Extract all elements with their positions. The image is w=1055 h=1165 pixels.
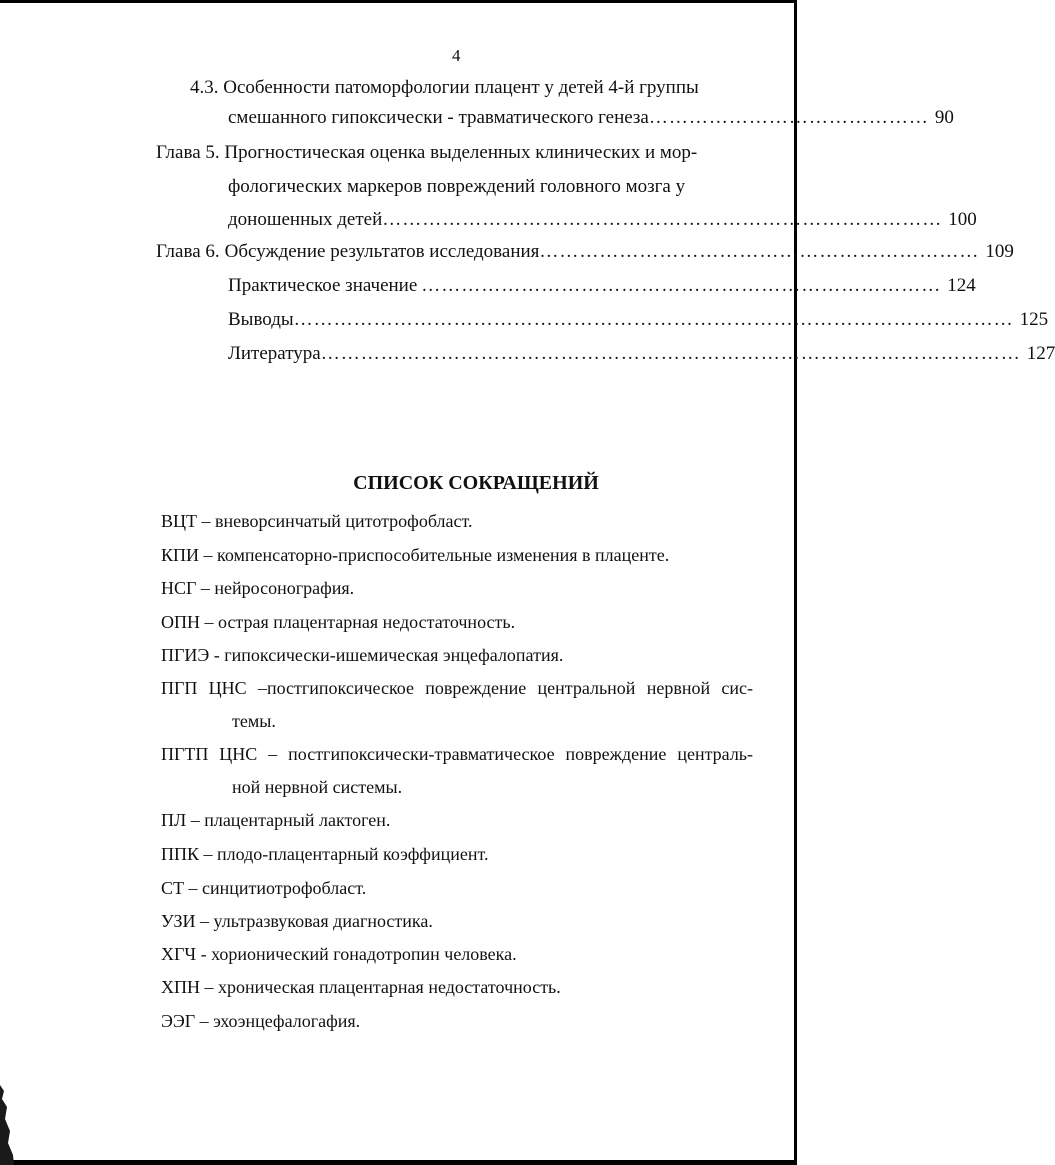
abbreviation-item: СТ – синцитиотрофобласт. [161,878,367,898]
scan-right-border [794,0,797,1165]
toc-page-number: 90 [934,107,954,128]
toc-leader-dots: …………………………………………………………………………………………… [320,343,1021,364]
toc-page-number: 125 [1019,309,1049,330]
abbreviation-item: ПГТП ЦНС – постгипоксически-травматическое повреждение централь- [161,744,753,764]
abbreviation-item: ПЛ – плацентарный лактоген. [161,810,391,830]
scan-edge-artifact [0,1085,14,1165]
page-number: 4 [452,46,461,65]
toc-conclusions [228,308,1049,332]
toc-leader-dots: ……………………………………………………………………………………………… [293,309,1014,330]
toc-chapter-5-line3 [228,208,977,232]
toc-item-text: Выводы [228,309,294,330]
toc-chapter-5-line1 [156,141,697,165]
toc-leader-dots: ………………………………………………………………………… [382,209,943,230]
toc-item-text: Литература [228,343,321,364]
scan-top-border [0,0,797,3]
abbreviation-item: ОПН – острая плацентарная недостаточность. [161,612,516,632]
abbreviations-title: СПИСОК СОКРАЩЕНИЙ [353,472,599,494]
toc-page-number: 100 [948,209,977,230]
abbreviation-item: ПГП ЦНС –постгипоксическое повреждение центральной нервной сис- [161,678,753,698]
toc-item-text: фологических маркеров повреждений головного мозга у [228,176,686,197]
toc-item-text: Прогностическая оценка выделенных клинических и мор- [224,142,698,163]
toc-leader-dots: ………………………………………………………… [539,241,980,262]
abbreviation-item: НСГ – нейросонография. [161,578,355,598]
toc-leader-dots: …………………………………… [648,107,929,128]
scan-bottom-border [0,1160,797,1165]
toc-chapter-5-line2 [228,175,685,199]
toc-page-number: 109 [985,241,1014,262]
abbreviation-item: ВЦТ – вневорсинчатый цитотрофобласт. [161,511,473,531]
abbreviation-item-continuation: ной нервной системы. [232,777,403,797]
toc-item-text: смешанного гипоксически - травматического генеза [228,107,649,128]
toc-item-4-3-line2 [228,106,954,130]
toc-chapter-6 [156,240,1014,264]
toc-item-text: доношенных детей [228,209,383,230]
abbreviation-item: УЗИ – ультразвуковая диагностика. [161,911,433,931]
toc-item-text: Практическое значение [228,275,418,296]
toc-item-label: 4.3. [190,77,219,98]
toc-item-text: Обсуждение результатов исследования [224,241,540,262]
abbreviation-item: ППК – плодо-плацентарный коэффициент. [161,844,489,864]
toc-literature [228,342,1055,366]
abbreviation-item: КПИ – компенсаторно-приспособительные изменения в плаценте. [161,545,670,565]
toc-leader-dots: …………………………………………………………………… [421,275,942,296]
toc-page-number: 127 [1026,343,1055,364]
toc-item-label: Глава 6. [156,241,220,262]
abbreviation-item: ЭЭГ – эхоэнцефалогафия. [161,1011,361,1031]
toc-item-4-3-line1 [190,76,699,100]
toc-item-text: Особенности патоморфологии плацент у детей 4-й группы [223,77,699,98]
abbreviation-item-continuation: темы. [232,711,276,731]
abbreviation-item: ПГИЭ - гипоксически-ишемическая энцефалопатия. [161,645,564,665]
abbreviation-item: ХПН – хроническая плацентарная недостаточность. [161,977,561,997]
abbreviation-item: ХГЧ - хорионический гонадотропин человека. [161,944,517,964]
toc-practical [228,274,976,298]
toc-page-number: 124 [947,275,976,296]
toc-item-label: Глава 5. [156,142,220,163]
